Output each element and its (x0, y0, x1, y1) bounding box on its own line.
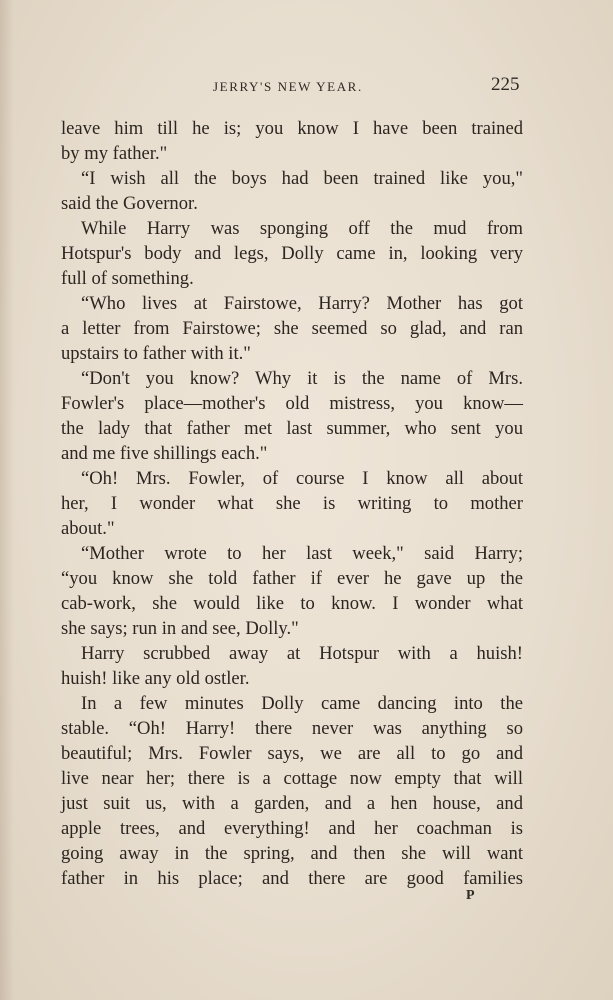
text-line: live near her; there is a cottage now empty that will (61, 768, 523, 789)
text-line: beautiful; Mrs. Fowler says, we are all to go and (61, 743, 523, 764)
page-number: 225 (491, 74, 520, 95)
text-line: “I wish all the boys had been trained like you," (81, 168, 523, 189)
text-line: and me five shillings each." (61, 443, 268, 464)
text-line: “Mother wrote to her last week," said Harry; (81, 543, 523, 564)
text-line: full of something. (61, 268, 194, 289)
text-line: “Who lives at Fairstowe, Harry? Mother has got (81, 293, 523, 314)
text-line: by my father." (61, 143, 168, 164)
body-text (61, 116, 523, 891)
text-line: the lady that father met last summer, who sent you (61, 418, 523, 439)
text-line: father in his place; and there are good families (61, 868, 523, 889)
text-line: leave him till he is; you know I have been trained (61, 118, 523, 139)
text-line: Harry scrubbed away at Hotspur with a huish! (81, 643, 523, 664)
text-line: about." (61, 518, 115, 539)
text-line: said the Governor. (61, 193, 198, 214)
text-line: just suit us, with a garden, and a hen house, and (61, 793, 523, 814)
text-line: huish! like any old ostler. (61, 668, 250, 689)
text-line: stable. “Oh! Harry! there never was anything so (61, 718, 523, 739)
running-head-title: JERRY'S NEW YEAR. (213, 79, 363, 94)
text-line: “you know she told father if ever he gave up the (61, 568, 523, 589)
text-line: In a few minutes Dolly came dancing into the (81, 693, 523, 714)
text-line: “Don't you know? Why it is the name of Mrs. (81, 368, 523, 389)
text-line: While Harry was sponging off the mud from (81, 218, 523, 239)
text-line: a letter from Fairstowe; she seemed so glad, and ran (61, 318, 523, 339)
text-line: she says; run in and see, Dolly." (61, 618, 299, 639)
text-line: going away in the spring, and then she will want (61, 843, 523, 864)
text-line: Fowler's place—mother's old mistress, you know— (61, 393, 523, 414)
text-line: her, I wonder what she is writing to mother (61, 493, 523, 514)
text-line: Hotspur's body and legs, Dolly came in, looking very (61, 243, 523, 264)
text-line: apple trees, and everything! and her coachman is (61, 818, 523, 839)
signature-mark: P (466, 888, 475, 903)
text-line: upstairs to father with it." (61, 343, 251, 364)
text-line: “Oh! Mrs. Fowler, of course I know all about (81, 468, 523, 489)
text-line: cab-work, she would like to know. I wonder what (61, 593, 523, 614)
